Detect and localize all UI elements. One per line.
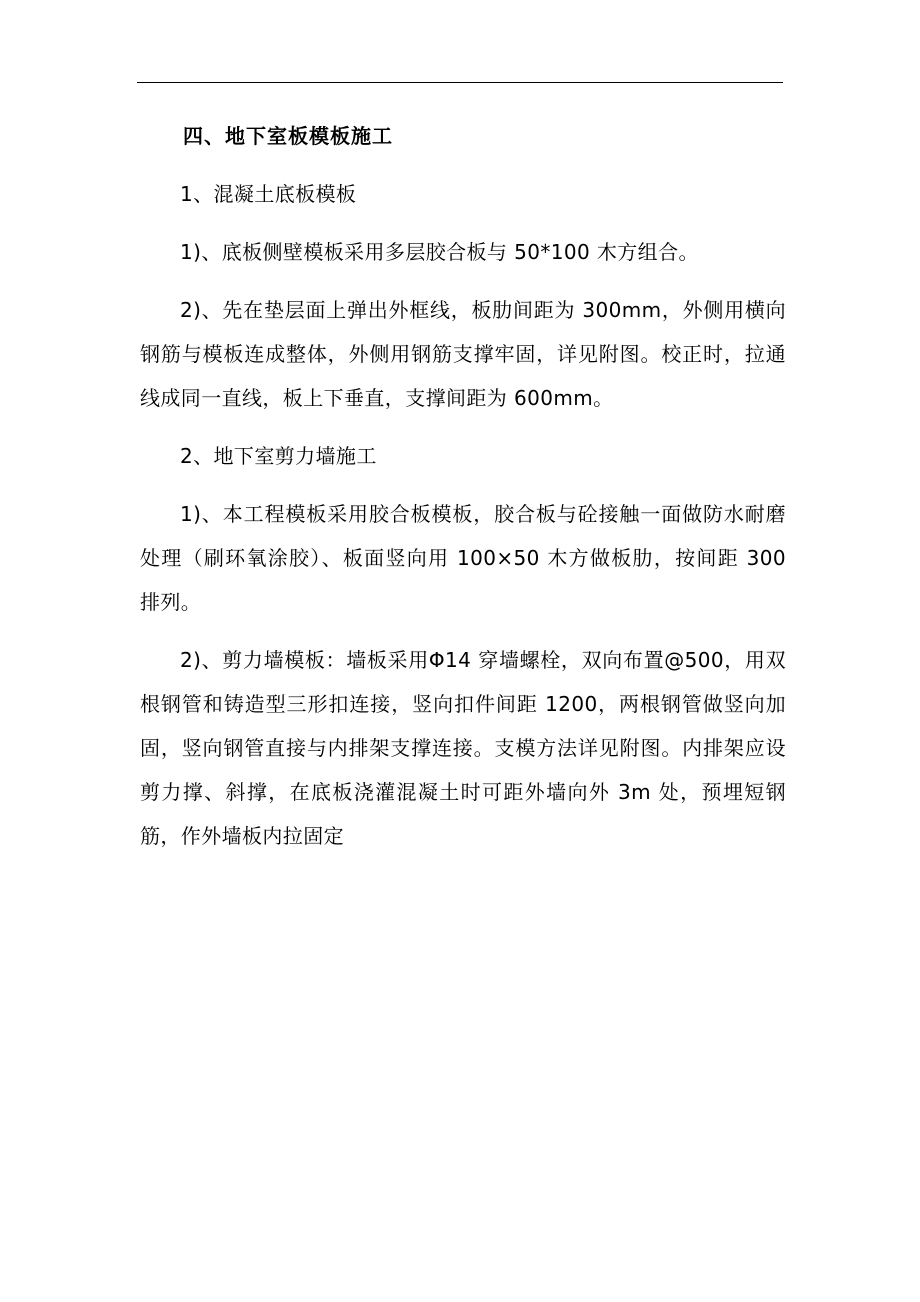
paragraph-1-2: 2)、先在垫层面上弹出外框线，板肋间距为 300mm，外侧用横向钢筋与模板连成整体，外侧用钢筋支撑牢固，详见附图。校正时，拉通线成同一直线，板上下垂直，支撑间距为 600mm。 — [140, 298, 786, 410]
subsection-title-2: 2、地下室剪力墙施工 — [180, 444, 377, 468]
paragraph-2-1: 1)、本工程模板采用胶合板模板，胶合板与砼接触一面做防水耐磨处理（刷环氧涂胶）、板面竖向用 100×50 木方做板肋，按间距 300 排列。 — [140, 502, 786, 614]
paragraph-1-1: 1)、底板侧壁模板采用多层胶合板与 50*100 木方组合。 — [180, 240, 699, 264]
paragraph-2-2: 2)、剪力墙模板：墙板采用Φ14 穿墙螺栓，双向布置@500，用双根钢管和铸造型三形扣连接，竖向扣件间距 1200，两根钢管做竖向加固，竖向钢管直接与内排架支撑连接。支模方法详见附图。内排架应设剪力撑、斜撑，在底板浇灌混凝土时可距外墙向外 3m 处，预埋短钢筋，作外墙板内拉固定 — [140, 648, 786, 848]
section-heading: 四、地下室板模板施工 — [183, 124, 393, 148]
header-rule — [137, 82, 783, 83]
document-body — [140, 114, 786, 858]
subsection-title-1: 1、混凝土底板模板 — [180, 182, 357, 206]
